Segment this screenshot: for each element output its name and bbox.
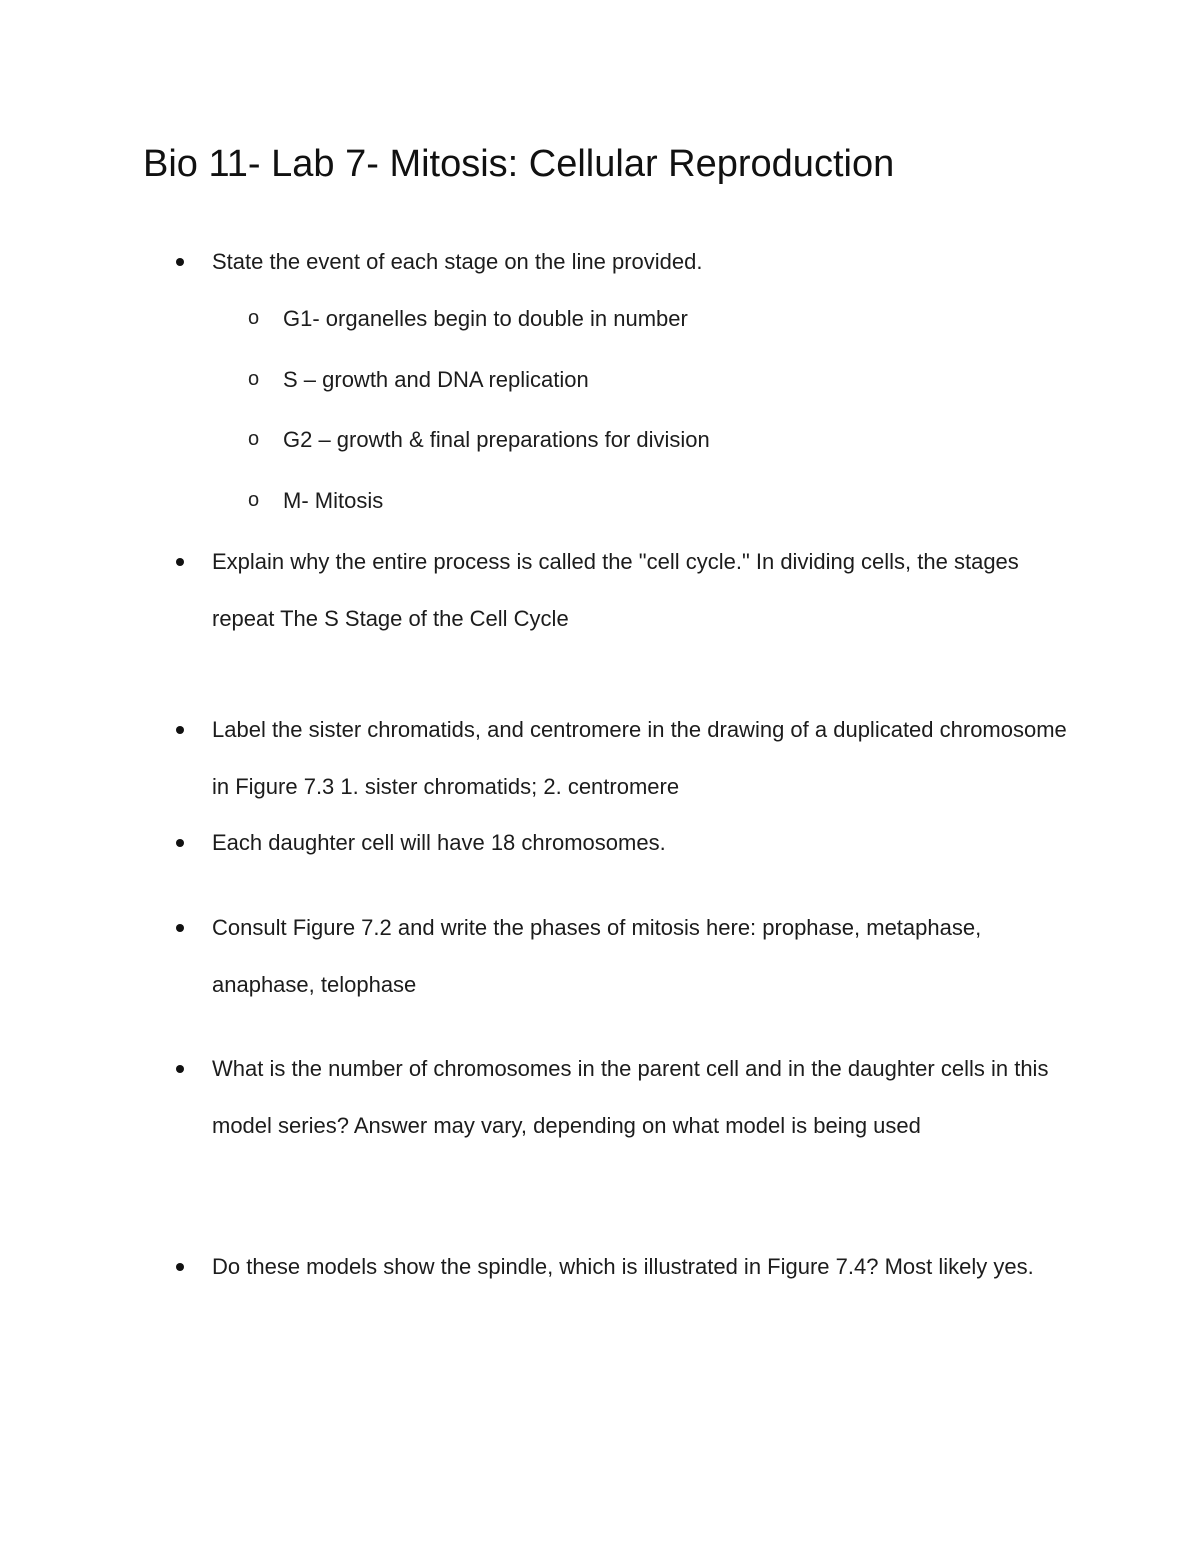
list-item-text: What is the number of chromosomes in the parent cell and in the daughter cells in this model series? Answer may vary, depending on what model is being used bbox=[212, 1056, 1049, 1138]
list-item-text: Consult Figure 7.2 and write the phases of mitosis here: prophase, metaphase, anaphase, telophase bbox=[212, 915, 982, 997]
circle-marker-icon: o bbox=[248, 489, 260, 511]
bullet-icon bbox=[176, 726, 184, 734]
list-item-text: Label the sister chromatids, and centromere in the drawing of a duplicated chromosome in Figure 7.3 1. sister chromatids; 2. centromere bbox=[212, 717, 1067, 799]
sublist-item-text: G2 – growth & final preparations for division bbox=[283, 427, 710, 452]
bullet-icon bbox=[176, 558, 184, 566]
sublist-item-text: G1- organelles begin to double in number bbox=[283, 306, 688, 331]
circle-marker-icon: o bbox=[248, 428, 260, 450]
list-item-text: Each daughter cell will have 18 chromosomes. bbox=[212, 830, 666, 855]
bullet-icon bbox=[176, 1263, 184, 1271]
circle-marker-icon: o bbox=[248, 307, 260, 329]
bullet-icon bbox=[176, 839, 184, 847]
sublist-item-text: M- Mitosis bbox=[283, 488, 384, 513]
circle-marker-icon: o bbox=[248, 368, 260, 390]
bullet-icon bbox=[176, 924, 184, 932]
document-title: Bio 11- Lab 7- Mitosis: Cellular Reproduction bbox=[143, 143, 895, 185]
bullet-icon bbox=[176, 258, 184, 266]
list-item-text: Explain why the entire process is called the "cell cycle." In dividing cells, the stages repeat The S Stage of the Cell Cycle bbox=[212, 549, 1019, 631]
bullet-icon bbox=[176, 1065, 184, 1073]
sublist-item-text: S – growth and DNA replication bbox=[283, 367, 589, 392]
list-item-text: Do these models show the spindle, which is illustrated in Figure 7.4? Most likely yes. bbox=[212, 1254, 1034, 1279]
list-item-text: State the event of each stage on the line provided. bbox=[212, 249, 703, 274]
